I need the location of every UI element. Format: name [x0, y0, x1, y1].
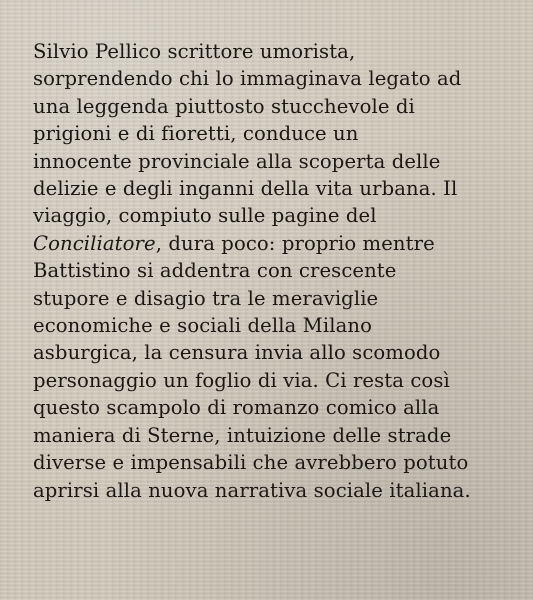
text-line: asburgica, la censura invia allo scomodo [33, 341, 441, 365]
text-line: innocente provinciale alla scoperta delle [33, 149, 441, 173]
text-line: una leggenda piuttosto stucchevole di [33, 94, 415, 118]
text-line-rest: , dura poco: proprio mentre [155, 231, 435, 255]
text-line: questo scampolo di romanzo comico alla [33, 396, 440, 420]
body-paragraph [33, 38, 525, 504]
text-line: Battistino si addentra con crescente [33, 259, 397, 283]
text-line: sorprendendo chi lo immaginava legato ad [33, 67, 462, 91]
text-line: economiche e sociali della Milano [33, 314, 372, 338]
text-line: diverse e impensabili che avrebbero potuto [33, 451, 469, 475]
text-line [33, 230, 525, 257]
text-line: maniera di Sterne, intuizione delle strade [33, 423, 452, 447]
text-line: stupore e disagio tra le meraviglie [33, 286, 379, 310]
text-line: Silvio Pellico scrittore umorista, [33, 40, 356, 63]
text-line: personaggio un foglio di via. Ci resta così [33, 368, 450, 392]
text-line: prigioni e di fioretti, conduce un [33, 122, 359, 146]
text-line: aprirsi alla nuova narrativa sociale italiana. [33, 478, 471, 502]
text-line: delizie e degli inganni della vita urbana. Il [33, 177, 458, 201]
journal-title: Conciliatore [33, 231, 156, 255]
text-line: viaggio, compiuto sulle pagine del [33, 204, 377, 228]
